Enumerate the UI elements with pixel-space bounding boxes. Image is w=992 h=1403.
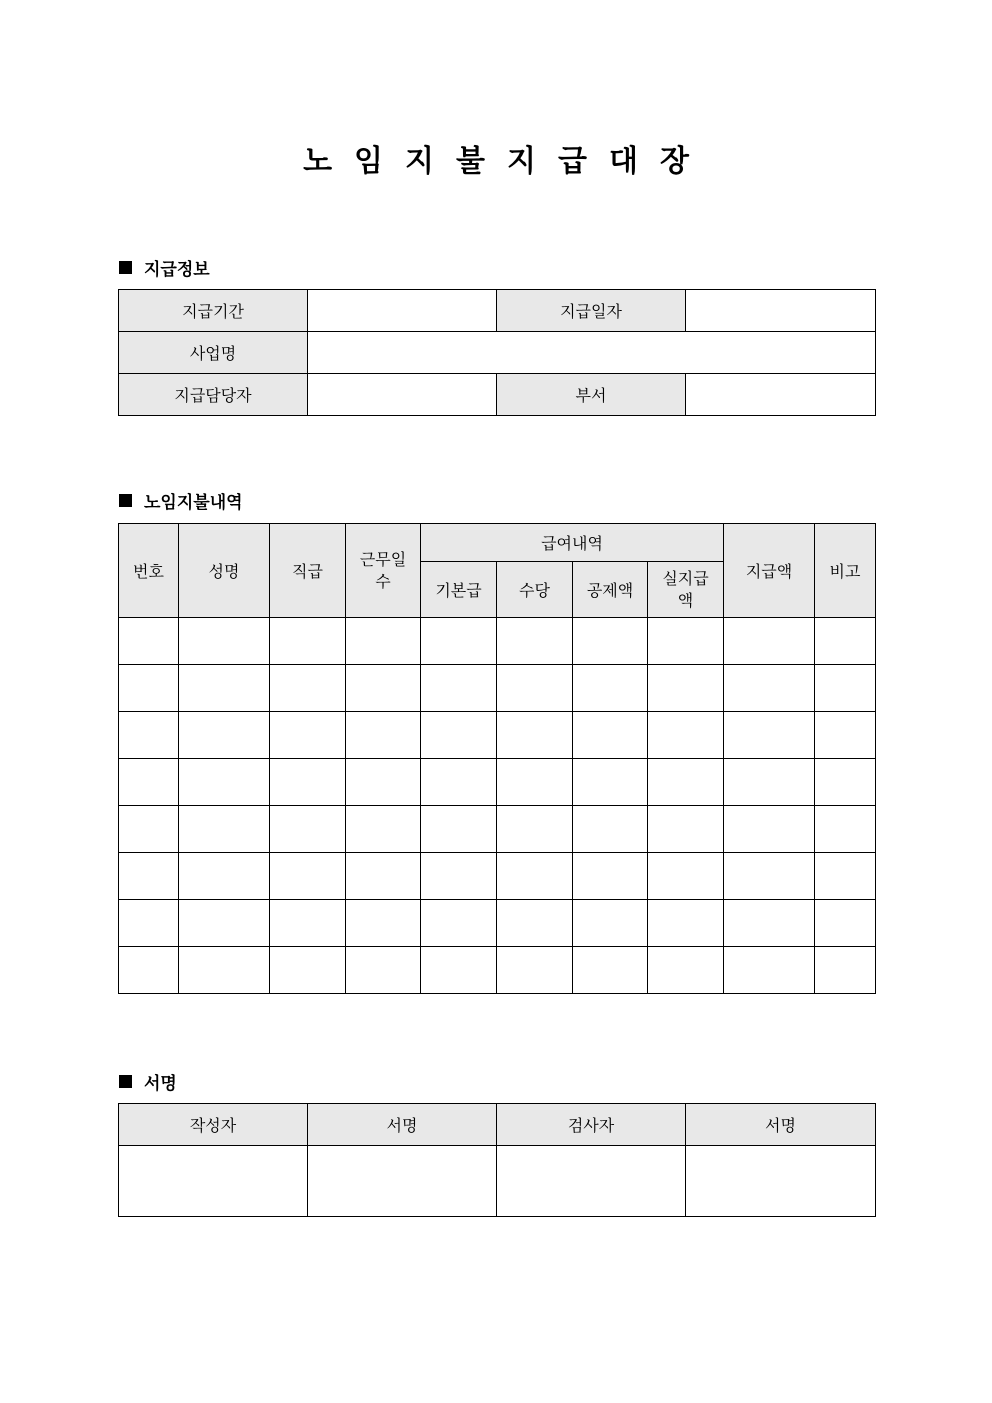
- section-heading-payment: [119, 488, 243, 513]
- period-field[interactable]: [308, 290, 497, 332]
- table-cell[interactable]: [119, 665, 179, 712]
- info-table: [118, 289, 876, 416]
- table-cell[interactable]: [346, 900, 421, 947]
- table-cell[interactable]: [497, 712, 573, 759]
- table-cell[interactable]: [724, 947, 815, 994]
- table-cell[interactable]: [179, 900, 270, 947]
- project-field[interactable]: [308, 332, 876, 374]
- table-cell[interactable]: [179, 853, 270, 900]
- table-cell[interactable]: [724, 853, 815, 900]
- table-cell[interactable]: [270, 900, 346, 947]
- period-label: 지급기간: [119, 290, 308, 332]
- table-cell[interactable]: [648, 665, 724, 712]
- table-row: [119, 853, 876, 900]
- inspector-label: 검사자: [497, 1104, 686, 1146]
- page-title: 노임지불지급대장: [303, 144, 711, 179]
- payment-table: [118, 523, 876, 994]
- table-cell[interactable]: [815, 665, 876, 712]
- table-cell[interactable]: [648, 618, 724, 665]
- table-cell[interactable]: [421, 806, 497, 853]
- table-cell[interactable]: [179, 618, 270, 665]
- table-cell[interactable]: [346, 947, 421, 994]
- table-cell[interactable]: [724, 618, 815, 665]
- header-name: 성명: [179, 524, 270, 618]
- table-cell[interactable]: [270, 712, 346, 759]
- header-note: 비고: [815, 524, 876, 618]
- date-field[interactable]: [686, 290, 876, 332]
- inspector-sign-label: 서명: [686, 1104, 876, 1146]
- table-row: [119, 900, 876, 947]
- table-cell[interactable]: [815, 618, 876, 665]
- section-sign-label: 서명: [144, 1074, 177, 1094]
- table-cell[interactable]: [497, 759, 573, 806]
- table-cell[interactable]: [119, 947, 179, 994]
- table-row: [119, 712, 876, 759]
- table-cell[interactable]: [648, 853, 724, 900]
- header-salary-group: 급여내역: [421, 524, 724, 562]
- table-row: [119, 806, 876, 853]
- section-info-label: 지급정보: [144, 260, 210, 280]
- table-row: [119, 759, 876, 806]
- header-no: 번호: [119, 524, 179, 618]
- header-deduction: 공제액: [573, 562, 648, 618]
- inspector-sign-field[interactable]: [686, 1146, 876, 1217]
- writer-sign-field[interactable]: [308, 1146, 497, 1217]
- table-cell[interactable]: [648, 900, 724, 947]
- table-cell[interactable]: [815, 759, 876, 806]
- header-net-line2: 액: [677, 590, 694, 610]
- table-cell[interactable]: [573, 806, 648, 853]
- table-cell[interactable]: [573, 947, 648, 994]
- table-cell[interactable]: [573, 618, 648, 665]
- table-cell[interactable]: [421, 618, 497, 665]
- table-cell[interactable]: [119, 806, 179, 853]
- table-cell[interactable]: [421, 665, 497, 712]
- table-cell[interactable]: [421, 900, 497, 947]
- table-cell[interactable]: [573, 759, 648, 806]
- table-cell[interactable]: [270, 806, 346, 853]
- table-cell[interactable]: [270, 947, 346, 994]
- inspector-field[interactable]: [497, 1146, 686, 1217]
- table-cell[interactable]: [346, 853, 421, 900]
- table-cell[interactable]: [270, 759, 346, 806]
- sign-table: [118, 1103, 876, 1217]
- table-cell[interactable]: [724, 712, 815, 759]
- table-cell[interactable]: [573, 900, 648, 947]
- table-cell[interactable]: [270, 618, 346, 665]
- table-row: [119, 947, 876, 994]
- table-cell[interactable]: [179, 759, 270, 806]
- table-cell[interactable]: [815, 947, 876, 994]
- table-cell[interactable]: [119, 759, 179, 806]
- table-cell[interactable]: [346, 712, 421, 759]
- table-cell[interactable]: [421, 947, 497, 994]
- section-heading-info: [119, 255, 210, 280]
- table-cell[interactable]: [724, 806, 815, 853]
- table-cell[interactable]: [815, 900, 876, 947]
- table-cell[interactable]: [421, 853, 497, 900]
- table-cell[interactable]: [815, 806, 876, 853]
- header-net-line1: 실지급: [662, 568, 709, 588]
- date-label: 지급일자: [497, 290, 686, 332]
- header-allowance: 수당: [497, 562, 573, 618]
- table-cell[interactable]: [573, 712, 648, 759]
- table-cell[interactable]: [270, 665, 346, 712]
- table-cell[interactable]: [179, 665, 270, 712]
- table-cell[interactable]: [421, 712, 497, 759]
- table-cell[interactable]: [497, 665, 573, 712]
- header-paid: 지급액: [724, 524, 815, 618]
- table-cell[interactable]: [346, 806, 421, 853]
- header-workdays-line2: 수: [375, 571, 391, 591]
- table-row: [119, 618, 876, 665]
- table-cell[interactable]: [724, 759, 815, 806]
- table-cell[interactable]: [497, 618, 573, 665]
- table-cell[interactable]: [724, 665, 815, 712]
- table-cell[interactable]: [119, 618, 179, 665]
- writer-field[interactable]: [119, 1146, 308, 1217]
- table-cell[interactable]: [724, 900, 815, 947]
- square-bullet-icon: [119, 494, 132, 507]
- table-cell[interactable]: [497, 853, 573, 900]
- square-bullet-icon: [119, 261, 132, 274]
- section-heading-sign: [119, 1069, 177, 1094]
- table-cell[interactable]: [179, 947, 270, 994]
- writer-label: 작성자: [119, 1104, 308, 1146]
- manager-label: 지급담당자: [119, 374, 308, 416]
- table-cell[interactable]: [497, 947, 573, 994]
- table-cell[interactable]: [270, 853, 346, 900]
- section-payment-label: 노임지불내역: [144, 493, 243, 513]
- table-cell[interactable]: [815, 712, 876, 759]
- table-cell[interactable]: [497, 806, 573, 853]
- header-position: 직급: [270, 524, 346, 618]
- square-bullet-icon: [119, 1075, 132, 1088]
- writer-sign-label: 서명: [308, 1104, 497, 1146]
- dept-label: 부서: [497, 374, 686, 416]
- dept-field[interactable]: [686, 374, 876, 416]
- table-cell[interactable]: [346, 618, 421, 665]
- table-cell[interactable]: [648, 947, 724, 994]
- table-cell[interactable]: [815, 853, 876, 900]
- header-workdays-line1: 근무일: [359, 549, 407, 569]
- table-cell[interactable]: [648, 712, 724, 759]
- manager-field[interactable]: [308, 374, 497, 416]
- table-cell[interactable]: [346, 665, 421, 712]
- table-cell[interactable]: [119, 853, 179, 900]
- table-cell[interactable]: [497, 900, 573, 947]
- header-workdays: [346, 524, 421, 618]
- table-cell[interactable]: [119, 712, 179, 759]
- table-cell[interactable]: [119, 900, 179, 947]
- project-label: 사업명: [119, 332, 308, 374]
- header-base: 기본급: [421, 562, 497, 618]
- table-cell[interactable]: [648, 806, 724, 853]
- table-cell[interactable]: [648, 759, 724, 806]
- table-row: [119, 665, 876, 712]
- table-cell[interactable]: [346, 759, 421, 806]
- header-net: [648, 562, 724, 618]
- table-cell[interactable]: [573, 665, 648, 712]
- table-cell[interactable]: [179, 712, 270, 759]
- table-cell[interactable]: [573, 853, 648, 900]
- table-cell[interactable]: [421, 759, 497, 806]
- table-cell[interactable]: [179, 806, 270, 853]
